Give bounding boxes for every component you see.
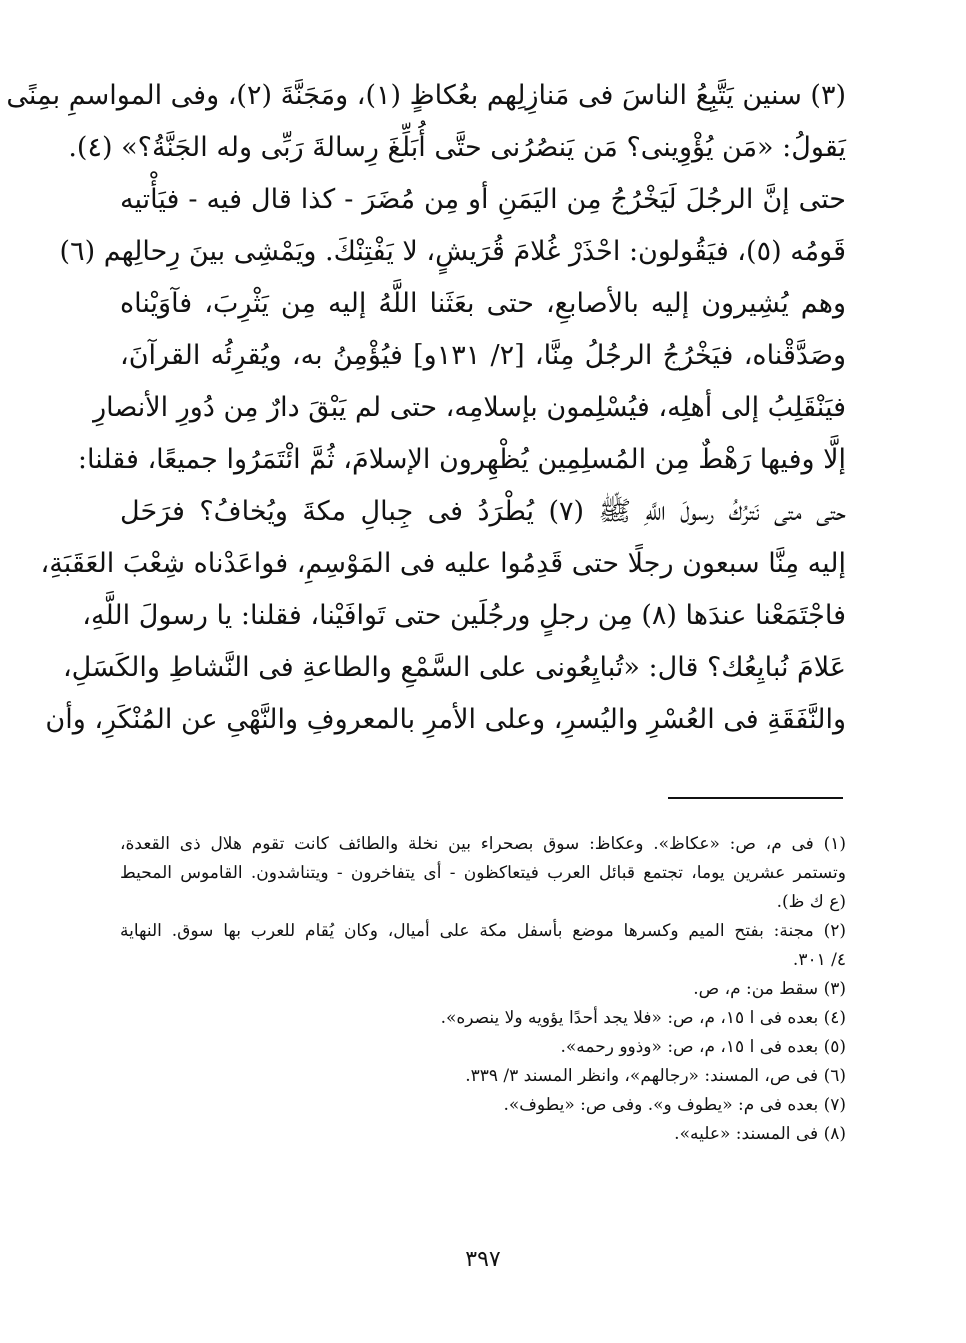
body-line: فاجْتَمَعْنا عندَها (٨) مِن رجلٍ ورجُلَين حتى تَوافَيْنا، فقلنا: يا رسولَ اللَّهِ،	[82, 600, 846, 631]
body-line: إلَّا وفيها رَهْطٌ مِن المُسلِمِين يُظْهِرون الإسلامَ، ثُمَّ ائْتَمَرُوا جميعًا، فقلنا:	[77, 444, 846, 475]
body-line: قَومُه (٥)، فيَقُولون: احْذَرْ غُلامَ قُرَيشٍ، لا يَفْتِنْكَ. ويَمْشِى بينَ رِحالِهم (٦)	[59, 236, 846, 267]
footnote-line: (٦) فى ص، المسند: «رجالهم»، وانظر المسند ٣/ ٣٣٩.	[465, 1066, 846, 1086]
footnote-line: (١) فى م، ص: «عكاظ». وعكاظ: سوق بصحراء بين نخلة والطائف كانت تقوم هلال ذى القعدة،	[120, 834, 846, 854]
body-line: يَقولُ: «مَن يُؤْوِينى؟ مَن يَنصُرُنى حتَّى أُبَلِّغَ رِسالةَ رَبِّى وله الجَنَّةُ؟» (٤).	[68, 132, 846, 163]
footnote-separator	[668, 797, 843, 799]
body-line: فيَنْقَلِبُ إلى أهلِه، فيُسْلِمون بإسلامِه، حتى لم يَبْقَ دارٌ مِن دُورِ الأنصارِ	[93, 392, 846, 423]
footnote-line: (٥) بعده فى ا ١٥، م، ص: «وذوو رحمه».	[560, 1037, 846, 1057]
footnote-line: (٧) بعده فى م: «يطوف و». وفى ص: «يطوف».	[503, 1095, 846, 1115]
body-line: حتى متى نَترُكُ رسولَ اللَّهِ ﷺ (٧) يُطْرَدُ فى جِبالِ مكةَ ويُخافُ؟ فرَحَل	[120, 496, 846, 527]
body-line: (٣) سنين يَتَّبِعُ الناسَ فى مَنازِلِهم بعُكاظٍ (١)، ومَجَنَّةَ (٢)، وفى المواسمِ بمِنًى	[6, 80, 846, 111]
footnote-line: (٣) سقط من: م، ص.	[693, 979, 846, 999]
body-line: حتى إنَّ الرجُلَ لَيَخْرُجُ مِن اليَمَنِ أو مِن مُضَرَ - كذا قال فيه - فيَأْتيه	[120, 184, 846, 215]
body-line: عَلامَ نُبايِعُك؟ قال: «تُبايِعُونى على السَّمْعِ والطاعةِ فى النَّشاطِ والكَسَلِ،	[62, 652, 846, 683]
footnote-line: (٤) بعده فى ا ١٥، م، ص: «فلا يجد أحدًا يؤويه ولا ينصره».	[440, 1008, 846, 1028]
footnote-line: ٤/ ٣٠١.	[792, 950, 846, 970]
body-line: وهم يُشِيرون إليه بالأصابعِ، حتى بعَثَنا اللَّهُ إليه مِن يَثْرِبَ، فآوَيْناه	[120, 288, 846, 319]
footnote-line: (ع ك ظ).	[776, 892, 846, 912]
body-line: والنَّفَقَةِ فى العُسْرِ واليُسرِ، وعلى الأمرِ بالمعروفِ والنَّهْىِ عن المُنْكَرِ، وأن	[45, 704, 846, 735]
footnote-line: وتستمر عشرين يوما، تجتمع قبائل العرب فيتعاكظون - أى يتفاخرون - ويتناشدون. القاموس المحيط	[120, 863, 846, 883]
body-line: إليه مِنَّا سبعون رجلًا حتى قَدِمُوا عليه فى المَوْسِمِ، فواعَدْناه شِعْبَ العَقَبَةِ،	[40, 548, 846, 579]
footnotes	[120, 830, 846, 1149]
main-text	[6, 70, 846, 746]
footnote-line: (٢) مجنة: بفتح الميم وكسرها موضع بأسفل مكة على أميال، وكان يُقام للعرب بها سوق. النهاية	[120, 921, 846, 941]
body-line: وصَدَّقْناه، فيَخْرُجُ الرجُلُ مِنَّا، [٢/ ١٣١و] فيُؤْمِنُ به، ويُقرِئُه القرآنَ،	[120, 340, 846, 371]
footnote-line: (٨) فى المسند: «عليه».	[674, 1124, 846, 1144]
page-number: ٣٩٧	[465, 1247, 501, 1272]
